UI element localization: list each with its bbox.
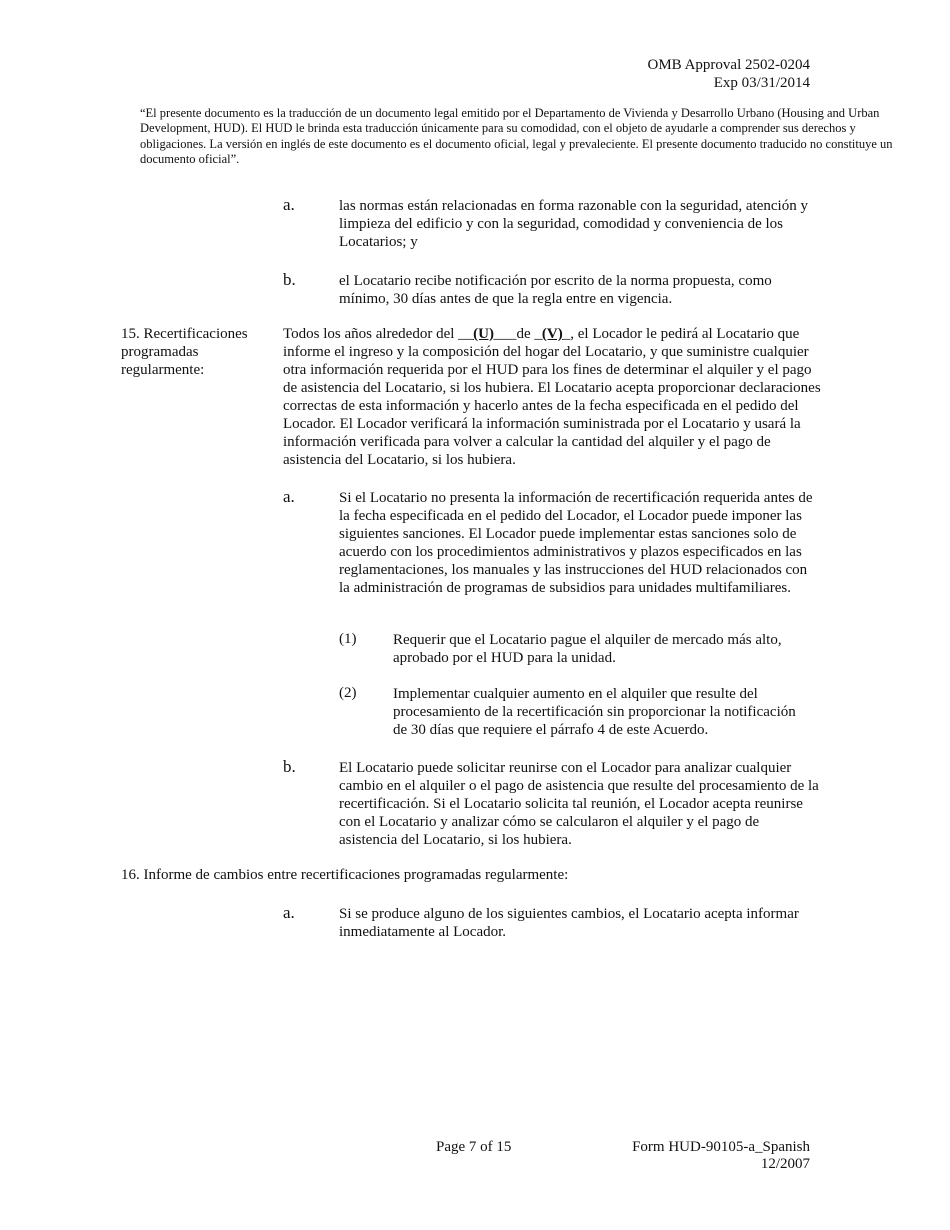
omb-header (648, 56, 811, 92)
item-text: las normas están relacionadas en forma razonable con la seguridad, atención y limpieza del edificio y con la seguridad, comodidad y conveniencia de los Locatarios; y (339, 198, 808, 250)
item-letter: b. (283, 757, 296, 776)
intro-mid: ___de _ (494, 326, 542, 342)
subitem-number: (1) (339, 631, 357, 647)
intro-pre: Todos los años alrededor del __ (283, 326, 474, 342)
intro-post: _, el Locador le pedirá al Locatario que informe el ingreso y la composición del hogar del Locatario, y que suministre cualquier otra información requerida por el HUD para los fines de determinar el alquiler y el pago de asistencia del Locatario, si los hubiera. El Locatario acepta proporcionar declaraciones correctas de esta información y hacerlo antes de la fecha especificada en el pedido del Locador. El Locador verificará la información suministrada por el Locatario y usará la información verificada para volver a calcular la cantidad del alquiler y el pago de asistencia del Locatario, si los hubiera. (283, 326, 821, 468)
omb-expiration: Exp 03/31/2014 (713, 75, 810, 91)
item-text: Si el Locatario no presenta la información de recertificación requerida antes de la fecha especificada en el pedido del Locador, el Locador puede imponer las siguientes sanciones. El Locador puede implementar estas sanciones solo de acuerdo con los procedimientos administrativos y plazos especificados en las reglamentaciones, los manuales y las instrucciones del HUD relacionados con la administración de programas de subsidios para unidades multifamiliares. (339, 490, 813, 596)
item-letter: a. (283, 903, 295, 922)
translation-disclaimer: “El presente documento es la traducción de un documento legal emitido por el Departamento de Vivienda y Desarrollo Urbano (Housing and Urban Development, HUD). El HUD le brinda esta traducción únicamente para su comodidad, con el objeto de ayudarle a comprender sus derechos y obligaciones. La versión en inglés de este documento es el documento oficial, legal y prevaleciente. El presente documento traducido no constituye un documento oficial”. (140, 106, 893, 166)
item-text: el Locatario recibe notificación por escrito de la norma propuesta, como mínimo, 30 días antes de que la regla entre en vigencia. (339, 273, 772, 307)
fill-blank-u: (U) (473, 326, 494, 342)
section-16-heading: 16. Informe de cambios entre recertificaciones programadas regularmente: (121, 867, 569, 883)
subitem-text: Implementar cualquier aumento en el alquiler que resulte del procesamiento de la recertificación sin proporcionar la notificación de 30 días que requiere el párrafo 4 de este Acuerdo. (393, 686, 796, 738)
item-letter: a. (283, 195, 295, 214)
section-15-body (283, 325, 823, 469)
form-date: 12/2007 (760, 1156, 810, 1172)
omb-approval: OMB Approval 2502-0204 (647, 57, 810, 73)
item-letter: b. (283, 270, 296, 289)
item-text: Si se produce alguno de los siguientes cambios, el Locatario acepta informar inmediatamente al Locador. (339, 906, 799, 940)
subitem-number: (2) (339, 685, 357, 701)
section-15-heading: 15. Recertificaciones programadas regularmente: (121, 326, 248, 378)
page-number: Page 7 of 15 (436, 1139, 512, 1155)
item-letter: a. (283, 487, 295, 506)
subitem-text: Requerir que el Locatario pague el alquiler de mercado más alto, aprobado por el HUD para la unidad. (393, 632, 782, 666)
form-id (632, 1139, 810, 1173)
form-name: Form HUD-90105-a_Spanish (632, 1139, 810, 1155)
fill-blank-v: (V) (541, 326, 563, 342)
item-text: El Locatario puede solicitar reunirse con el Locador para analizar cualquier cambio en el alquiler o el pago de asistencia que resulte del procesamiento de la recertificación. Si el Locatario solicita tal reunión, el Locador acepta reunirse con el Locatario y analizar cómo se calcularon el alquiler y el pago de asistencia del Locatario, si los hubiera. (339, 760, 819, 848)
